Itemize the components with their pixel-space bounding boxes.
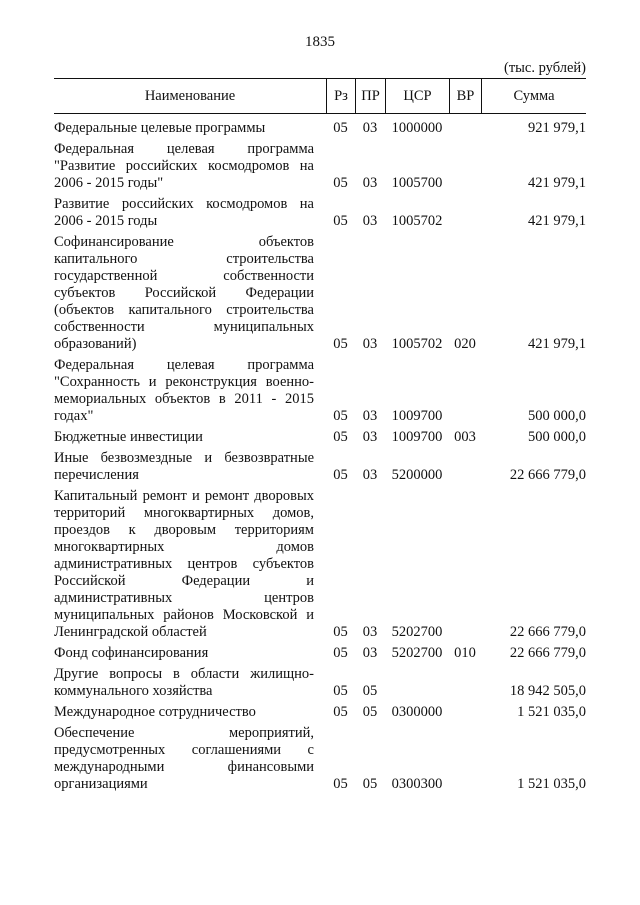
- table-row: [54, 357, 586, 425]
- row-rz: 05: [333, 175, 348, 191]
- row-vr: 010: [454, 645, 476, 661]
- row-pr: 05: [362, 776, 378, 792]
- row-csr: 5202700: [391, 624, 443, 640]
- row-name: Иные безвозмездные и безвозвратные перечисления: [54, 450, 314, 483]
- row-name: Бюджетные инвестиции: [54, 429, 203, 445]
- row-csr: 1005702: [391, 336, 443, 352]
- row-name: Софинансирование объектов капитального строительства государственной собственности субъектов Российской Федерации (объектов капитального строительства собственности муниципальных образований): [54, 234, 314, 352]
- row-pr: 03: [362, 408, 378, 424]
- row-sum: 22 666 779,0: [509, 624, 586, 640]
- row-rz: 05: [333, 704, 348, 720]
- row-pr: 05: [362, 704, 378, 720]
- table-row: [54, 120, 586, 137]
- row-csr: 1005700: [391, 175, 443, 191]
- row-name: Федеральные целевые программы: [54, 120, 266, 136]
- header-vr: ВР: [449, 79, 481, 113]
- row-pr: 05: [362, 683, 378, 699]
- table-row: [54, 704, 586, 721]
- row-csr: 5202700: [391, 645, 443, 661]
- row-sum: 921 979,1: [528, 120, 586, 136]
- table-header: [54, 78, 586, 114]
- row-sum: 421 979,1: [528, 175, 586, 191]
- table-body: [54, 120, 586, 793]
- row-csr: 1000000: [391, 120, 443, 136]
- row-pr: 03: [362, 467, 378, 483]
- budget-table: [54, 78, 586, 797]
- row-pr: 03: [362, 213, 378, 229]
- row-rz: 05: [333, 336, 348, 352]
- row-csr: 5200000: [391, 467, 443, 483]
- row-pr: 03: [362, 175, 378, 191]
- row-vr: 020: [454, 336, 476, 352]
- header-csr: ЦСР: [385, 79, 449, 113]
- row-sum: 18 942 505,0: [509, 683, 586, 699]
- row-sum: 421 979,1: [528, 213, 586, 229]
- row-sum: 22 666 779,0: [509, 467, 586, 483]
- row-name: Капитальный ремонт и ремонт дворовых территорий многоквартирных домов, проездов к дворовым территориям многоквартирных домов административных центров субъектов Российской Федерации и административных центров муниципальных районов Московской и Ленинградской областей: [54, 488, 314, 640]
- page-number: 1835: [305, 34, 335, 50]
- row-name: Другие вопросы в области жилищно-коммунального хозяйства: [54, 666, 314, 699]
- row-rz: 05: [333, 467, 348, 483]
- row-rz: 05: [333, 683, 348, 699]
- table-row: [54, 141, 586, 192]
- row-pr: 03: [362, 624, 378, 640]
- row-rz: 05: [333, 776, 348, 792]
- row-csr: 0300300: [391, 776, 443, 792]
- row-csr: 1009700: [391, 408, 443, 424]
- row-name: Фонд софинансирования: [54, 645, 209, 661]
- row-pr: 03: [362, 336, 378, 352]
- row-name: Международное сотрудничество: [54, 704, 256, 720]
- units-label: (тыс. рублей): [504, 60, 586, 76]
- row-pr: 03: [362, 120, 378, 136]
- row-rz: 05: [333, 408, 348, 424]
- table-row: [54, 645, 586, 662]
- row-rz: 05: [333, 645, 348, 661]
- row-name: Федеральная целевая программа "Сохранность и реконструкция военно-мемориальных объектов в 2011 - 2015 годах": [54, 357, 314, 424]
- header-sum: Сумма: [481, 79, 586, 113]
- table-row: [54, 196, 586, 230]
- header-name: Наименование: [144, 87, 236, 104]
- row-sum: 500 000,0: [528, 429, 586, 445]
- row-rz: 05: [333, 213, 348, 229]
- row-rz: 05: [333, 429, 348, 445]
- row-sum: 421 979,1: [528, 336, 586, 352]
- table-row: [54, 725, 586, 793]
- row-csr: 1005702: [391, 213, 443, 229]
- row-csr: 0300000: [391, 704, 443, 720]
- table-row: [54, 666, 586, 700]
- row-sum: 1 521 035,0: [517, 776, 586, 792]
- row-vr: 003: [454, 429, 476, 445]
- row-pr: 03: [362, 429, 378, 445]
- table-row: [54, 234, 586, 353]
- row-sum: 1 521 035,0: [517, 704, 586, 720]
- table-row: [54, 450, 586, 484]
- row-name: Федеральная целевая программа "Развитие российских космодромов на 2006 - 2015 годы": [54, 141, 314, 191]
- row-rz: 05: [333, 624, 348, 640]
- row-sum: 22 666 779,0: [509, 645, 586, 661]
- row-name: Развитие российских космодромов на 2006 - 2015 годы: [54, 196, 314, 229]
- row-name: Обеспечение мероприятий, предусмотренных соглашениями с международными финансовыми организациями: [54, 725, 314, 792]
- header-rz: Рз: [326, 79, 355, 113]
- row-rz: 05: [333, 120, 348, 136]
- row-pr: 03: [362, 645, 378, 661]
- header-pr: ПР: [355, 79, 385, 113]
- row-csr: 1009700: [391, 429, 443, 445]
- table-row: [54, 429, 586, 446]
- row-sum: 500 000,0: [528, 408, 586, 424]
- table-row: [54, 488, 586, 641]
